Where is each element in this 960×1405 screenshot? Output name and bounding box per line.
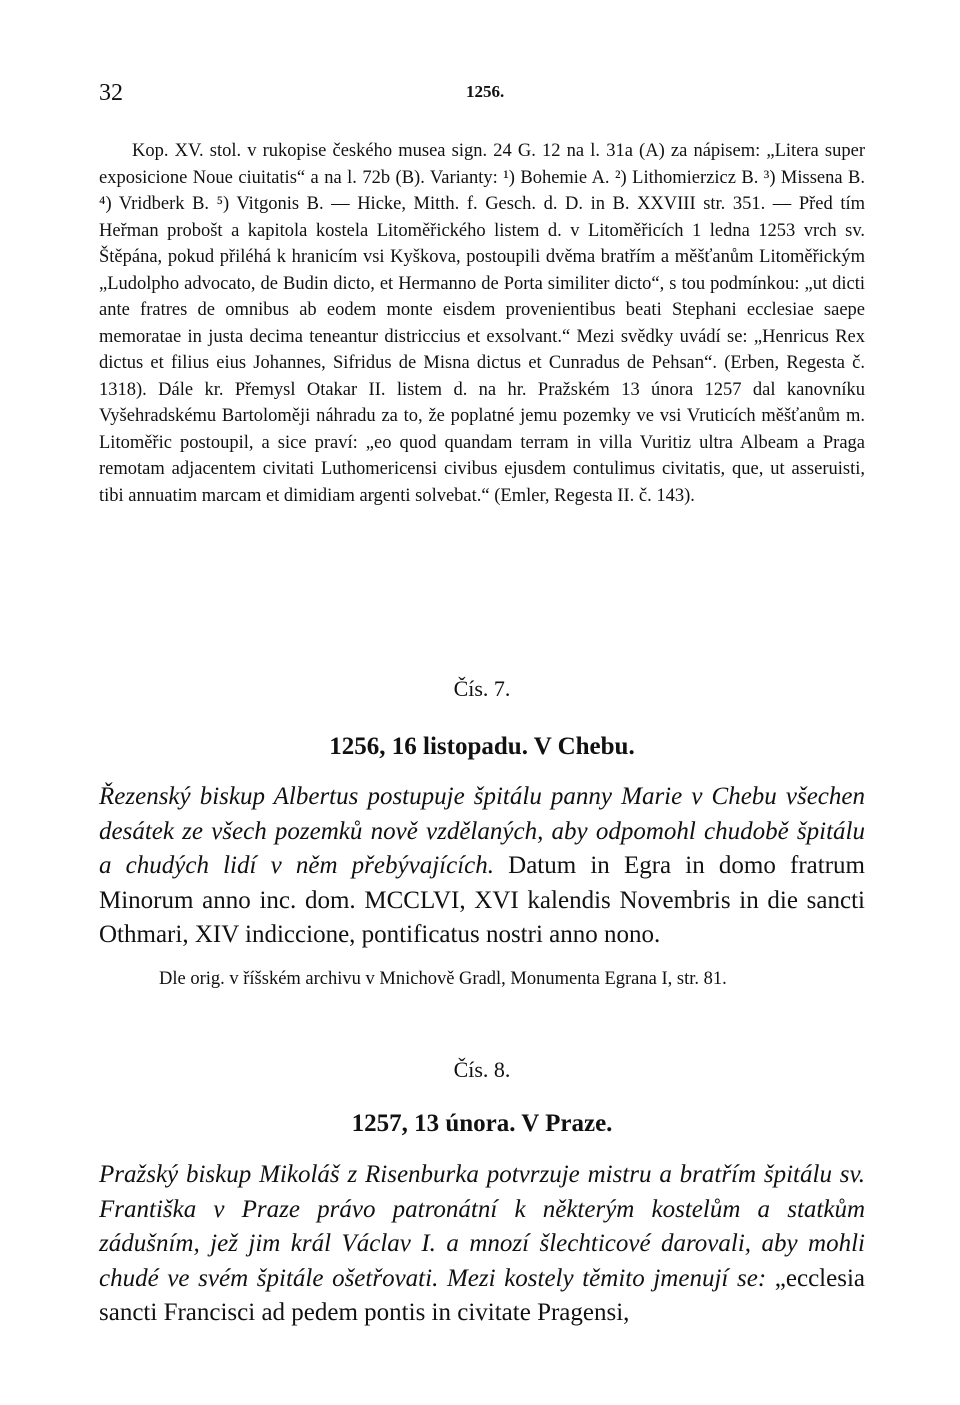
running-head: 1256. bbox=[466, 82, 505, 101]
page-number: 32 bbox=[99, 80, 123, 106]
regest-summary-8: Pražský biskup Mikoláš z Risenburka potvrzuje mistru a bratřím špitálu sv. Františka v Praze právo patronátní k některým kostelům a statkům zádušním, jež jim král Václav I. a mnozí šlechticové darovali, aby mohli chudé ve svém špitále ošetřovati. Mezi kostely těmito jmenují se: bbox=[99, 1161, 865, 1292]
entry-number-7: Čís. 7. bbox=[453, 676, 511, 701]
regest-8 bbox=[99, 1158, 865, 1331]
editorial-note bbox=[99, 138, 865, 509]
regest-paragraph-7 bbox=[99, 780, 865, 953]
page-header bbox=[99, 80, 865, 110]
note-paragraph: Kop. XV. stol. v rukopise českého musea sign. 24 G. 12 na l. 31a (A) za nápisem: „Litera super exposicione Noue ciuitatis“ a na l. 72b (B). Varianty: ¹) Bohemie A. ²) Lithomierzicz B. ³) Missena B. ⁴) Vridberk B. ⁵) Vitgonis B. — Hicke, Mitth. f. Gesch. d. D. in B. XXVIII str. 351. — Před tím Heřman probošt a kapitola kostela Litoměřického listem d. v Litoměřicích 1 ledna 1253 vrch sv. Štěpána, pokud přiléhá k hranicím vsi Kyškova, postoupili dvěma bratřím a měšťanům Litoměřickým „Ludolpho advocato, de Budin dicto, et Hermanno de Porta similiter dicto“, s tou podmínkou: „ut dicti ante fratres de omnibus ab eodem monte eisdem provenientibus beati Stephani ecclesiae saepe memoratae in justa decima teneantur districcius et exsolvant.“ Mezi svědky uvádí se: „Henricus Rex dictus et filius eius Johannes, Sifridus de Misna dictus et Cunradus de Pehsan“. (Erben, Regesta č. 1318). Dále kr. Přemysl Otakar II. listem d. na hr. Pražském 13 února 1257 dal kanovníku Vyšehradskému Bartoloměji náhradu za to, že poplatné jemu pozemky ve vsi Vruticích měšťanům m. Litoměřic postoupil, a sice praví: „eo quod quandam terram in villa Vuritiz ultra Albeam a Praga remotam adjacentem civitati Luthomericensi civibus ejusdem contulimus civitatis, que, ut asseruisti, tibi annuatim marcam et dimidiam argenti solvebat.“ (Emler, Regesta II. č. 143). bbox=[99, 141, 865, 506]
entry-date-8: 1257, 13 února. V Praze. bbox=[351, 1110, 613, 1137]
entry-number-8: Čís. 8. bbox=[453, 1057, 511, 1082]
source-note-7 bbox=[99, 964, 865, 994]
entry-date-7: 1256, 16 listopadu. V Chebu. bbox=[329, 733, 635, 760]
regest-7 bbox=[99, 780, 865, 953]
regest-quote-8: „ecclesia sancti Francisci ad pedem pontis in civitate Pragensi, bbox=[99, 1264, 865, 1326]
regest-datum-7: Datum in Egra in domo fratrum Minorum anno inc. dom. MCCLVI, XVI kalendis Novembris in die sancti Othmari, XIV indiccione, pontificatus nostri anno nono. bbox=[99, 852, 865, 948]
regest-paragraph-8 bbox=[99, 1158, 865, 1331]
regest-summary-7: Řezenský biskup Albertus postupuje špitálu panny Marie v Chebu všechen desátek ze všech pozemků nově vzdělaných, aby odpomohl chudobě špitálu a chudých lidí v něm přebývajících. bbox=[99, 783, 865, 879]
source-text-7: Dle orig. v říšském archivu v Mnichově Gradl, Monumenta Egrana I, str. 81. bbox=[159, 969, 727, 989]
